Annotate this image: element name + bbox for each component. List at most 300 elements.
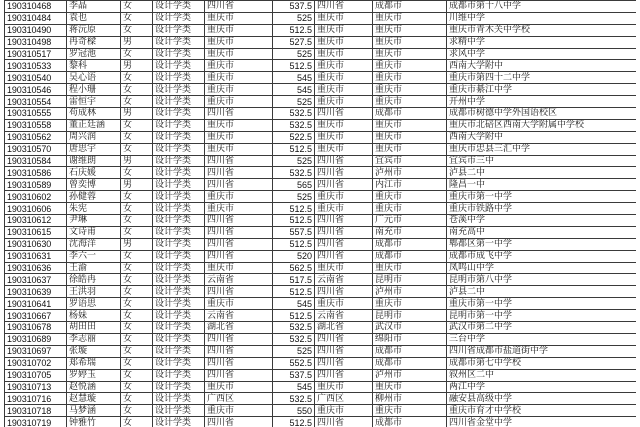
source-province-cell: 重庆市 bbox=[315, 143, 373, 155]
sex-cell: 女 bbox=[121, 405, 153, 417]
source-province-cell: 四川省 bbox=[315, 417, 373, 427]
score-cell: 512.5 bbox=[273, 417, 315, 427]
sex-cell: 女 bbox=[121, 48, 153, 60]
student-id-cell: 190310555 bbox=[5, 108, 67, 120]
table-row bbox=[5, 298, 637, 310]
school-cell: 三台中学 bbox=[447, 333, 637, 345]
score-cell: 532.5 bbox=[273, 119, 315, 131]
score-cell: 565 bbox=[273, 179, 315, 191]
name-cell: 苟成林 bbox=[67, 108, 121, 120]
table-row bbox=[5, 369, 637, 381]
score-cell: 512.5 bbox=[273, 238, 315, 250]
school-cell: 成都市第七中学校 bbox=[447, 357, 637, 369]
province-cell: 四川省 bbox=[205, 226, 273, 238]
score-cell: 537.5 bbox=[273, 369, 315, 381]
sex-cell: 女 bbox=[121, 369, 153, 381]
category-cell: 设计学类 bbox=[153, 405, 205, 417]
city-cell: 重庆市 bbox=[373, 12, 447, 24]
school-cell: 苍溪中学 bbox=[447, 215, 637, 227]
source-province-cell: 四川省 bbox=[315, 345, 373, 357]
sex-cell: 女 bbox=[121, 96, 153, 108]
student-id-cell: 190310517 bbox=[5, 48, 67, 60]
category-cell: 设计学类 bbox=[153, 131, 205, 143]
source-province-cell: 重庆市 bbox=[315, 60, 373, 72]
sex-cell: 女 bbox=[121, 286, 153, 298]
category-cell: 设计学类 bbox=[153, 250, 205, 262]
sex-cell: 女 bbox=[121, 167, 153, 179]
source-province-cell: 四川省 bbox=[315, 1, 373, 13]
source-province-cell: 四川省 bbox=[315, 215, 373, 227]
score-cell: 525 bbox=[273, 345, 315, 357]
source-province-cell: 四川省 bbox=[315, 167, 373, 179]
sex-cell: 女 bbox=[121, 131, 153, 143]
source-province-cell: 重庆市 bbox=[315, 84, 373, 96]
name-cell: 程小珊 bbox=[67, 84, 121, 96]
score-cell: 532.5 bbox=[273, 108, 315, 120]
student-id-cell: 190310636 bbox=[5, 262, 67, 274]
city-cell: 宜宾市 bbox=[373, 155, 447, 167]
name-cell: 张璇 bbox=[67, 345, 121, 357]
score-cell: 525 bbox=[273, 48, 315, 60]
city-cell: 重庆市 bbox=[373, 143, 447, 155]
province-cell: 四川省 bbox=[205, 179, 273, 191]
province-cell: 云南省 bbox=[205, 274, 273, 286]
source-province-cell: 重庆市 bbox=[315, 36, 373, 48]
city-cell: 成都市 bbox=[373, 250, 447, 262]
category-cell: 设计学类 bbox=[153, 322, 205, 334]
score-cell: 520 bbox=[273, 250, 315, 262]
admission-list-sheet bbox=[4, 0, 636, 427]
city-cell: 成都市 bbox=[373, 345, 447, 357]
province-cell: 四川省 bbox=[205, 417, 273, 427]
score-cell: 512.5 bbox=[273, 286, 315, 298]
province-cell: 四川省 bbox=[205, 155, 273, 167]
school-cell: 四川省成都市盐道街中学 bbox=[447, 345, 637, 357]
name-cell: 吴心语 bbox=[67, 72, 121, 84]
source-province-cell: 四川省 bbox=[315, 333, 373, 345]
sex-cell: 女 bbox=[121, 333, 153, 345]
table-row bbox=[5, 12, 637, 24]
table-row bbox=[5, 381, 637, 393]
category-cell: 设计学类 bbox=[153, 84, 205, 96]
score-cell: 537.5 bbox=[273, 1, 315, 13]
province-cell: 重庆市 bbox=[205, 84, 273, 96]
admission-table bbox=[4, 0, 636, 427]
name-cell: 杨妹 bbox=[67, 310, 121, 322]
student-id-cell: 190310562 bbox=[5, 131, 67, 143]
score-cell: 552.5 bbox=[273, 357, 315, 369]
province-cell: 重庆市 bbox=[205, 405, 273, 417]
student-id-cell: 190310631 bbox=[5, 250, 67, 262]
source-province-cell: 四川省 bbox=[315, 369, 373, 381]
category-cell: 设计学类 bbox=[153, 262, 205, 274]
province-cell: 重庆市 bbox=[205, 36, 273, 48]
city-cell: 重庆市 bbox=[373, 24, 447, 36]
table-row bbox=[5, 322, 637, 334]
sex-cell: 女 bbox=[121, 191, 153, 203]
source-province-cell: 四川省 bbox=[315, 238, 373, 250]
table-row bbox=[5, 345, 637, 357]
student-id-cell: 190310554 bbox=[5, 96, 67, 108]
sex-cell: 女 bbox=[121, 215, 153, 227]
city-cell: 内江市 bbox=[373, 179, 447, 191]
sex-cell: 女 bbox=[121, 357, 153, 369]
name-cell: 罗语思 bbox=[67, 298, 121, 310]
student-id-cell: 190310586 bbox=[5, 167, 67, 179]
student-id-cell: 190310718 bbox=[5, 405, 67, 417]
province-cell: 重庆市 bbox=[205, 96, 273, 108]
name-cell: 袁也 bbox=[67, 12, 121, 24]
province-cell: 广西区 bbox=[205, 393, 273, 405]
name-cell: 蒋沅原 bbox=[67, 24, 121, 36]
score-cell: 512.5 bbox=[273, 215, 315, 227]
source-province-cell: 重庆市 bbox=[315, 12, 373, 24]
name-cell: 曾奕博 bbox=[67, 179, 121, 191]
student-id-cell: 190310639 bbox=[5, 286, 67, 298]
source-province-cell: 广西区 bbox=[315, 393, 373, 405]
source-province-cell: 重庆市 bbox=[315, 48, 373, 60]
source-province-cell: 重庆市 bbox=[315, 203, 373, 215]
name-cell: 董正廷涵 bbox=[67, 119, 121, 131]
sex-cell: 女 bbox=[121, 381, 153, 393]
province-cell: 重庆市 bbox=[205, 143, 273, 155]
province-cell: 重庆市 bbox=[205, 119, 273, 131]
score-cell: 532.5 bbox=[273, 393, 315, 405]
name-cell: 马梦涵 bbox=[67, 405, 121, 417]
province-cell: 重庆市 bbox=[205, 24, 273, 36]
name-cell: 孙健蓉 bbox=[67, 191, 121, 203]
school-cell: 重庆市青木关中学校 bbox=[447, 24, 637, 36]
province-cell: 重庆市 bbox=[205, 72, 273, 84]
student-id-cell: 190310612 bbox=[5, 215, 67, 227]
student-id-cell: 190310606 bbox=[5, 203, 67, 215]
sex-cell: 女 bbox=[121, 322, 153, 334]
sex-cell: 男 bbox=[121, 238, 153, 250]
source-province-cell: 云南省 bbox=[315, 274, 373, 286]
province-cell: 四川省 bbox=[205, 369, 273, 381]
table-row bbox=[5, 250, 637, 262]
table-row bbox=[5, 405, 637, 417]
name-cell: 李志丽 bbox=[67, 333, 121, 345]
source-province-cell: 重庆市 bbox=[315, 262, 373, 274]
province-cell: 四川省 bbox=[205, 215, 273, 227]
sex-cell: 男 bbox=[121, 60, 153, 72]
source-province-cell: 四川省 bbox=[315, 226, 373, 238]
table-row bbox=[5, 143, 637, 155]
student-id-cell: 190310570 bbox=[5, 143, 67, 155]
name-cell: 王渝 bbox=[67, 262, 121, 274]
category-cell: 设计学类 bbox=[153, 310, 205, 322]
source-province-cell: 重庆市 bbox=[315, 298, 373, 310]
student-id-cell: 190310678 bbox=[5, 322, 67, 334]
name-cell: 胡田田 bbox=[67, 322, 121, 334]
province-cell: 重庆市 bbox=[205, 12, 273, 24]
city-cell: 重庆市 bbox=[373, 119, 447, 131]
sex-cell: 女 bbox=[121, 310, 153, 322]
score-cell: 532.5 bbox=[273, 333, 315, 345]
city-cell: 广元市 bbox=[373, 215, 447, 227]
table-row bbox=[5, 131, 637, 143]
score-cell: 562.5 bbox=[273, 262, 315, 274]
table-row bbox=[5, 357, 637, 369]
category-cell: 设计学类 bbox=[153, 60, 205, 72]
province-cell: 云南省 bbox=[205, 310, 273, 322]
student-id-cell: 190310484 bbox=[5, 12, 67, 24]
sex-cell: 女 bbox=[121, 203, 153, 215]
table-row bbox=[5, 333, 637, 345]
school-cell: 昆明市第一中学 bbox=[447, 310, 637, 322]
city-cell: 绵阳市 bbox=[373, 333, 447, 345]
category-cell: 设计学类 bbox=[153, 191, 205, 203]
school-cell: 郫都区第一中学 bbox=[447, 238, 637, 250]
category-cell: 设计学类 bbox=[153, 226, 205, 238]
table-row bbox=[5, 155, 637, 167]
source-province-cell: 重庆市 bbox=[315, 131, 373, 143]
score-cell: 525 bbox=[273, 96, 315, 108]
category-cell: 设计学类 bbox=[153, 417, 205, 427]
category-cell: 设计学类 bbox=[153, 286, 205, 298]
score-cell: 545 bbox=[273, 381, 315, 393]
source-province-cell: 四川省 bbox=[315, 108, 373, 120]
sex-cell: 女 bbox=[121, 393, 153, 405]
name-cell: 石庆媛 bbox=[67, 167, 121, 179]
province-cell: 四川省 bbox=[205, 167, 273, 179]
score-cell: 525 bbox=[273, 191, 315, 203]
category-cell: 设计学类 bbox=[153, 215, 205, 227]
category-cell: 设计学类 bbox=[153, 36, 205, 48]
city-cell: 重庆市 bbox=[373, 203, 447, 215]
table-row bbox=[5, 60, 637, 72]
source-province-cell: 湖北省 bbox=[315, 322, 373, 334]
table-row bbox=[5, 1, 637, 13]
score-cell: 545 bbox=[273, 84, 315, 96]
city-cell: 南充市 bbox=[373, 226, 447, 238]
source-province-cell: 四川省 bbox=[315, 155, 373, 167]
name-cell: 沈海洋 bbox=[67, 238, 121, 250]
source-province-cell: 重庆市 bbox=[315, 405, 373, 417]
sex-cell: 女 bbox=[121, 262, 153, 274]
student-id-cell: 190310702 bbox=[5, 357, 67, 369]
school-cell: 重庆市育才中学校 bbox=[447, 405, 637, 417]
school-cell: 重庆市綦江中学 bbox=[447, 84, 637, 96]
province-cell: 重庆市 bbox=[205, 203, 273, 215]
province-cell: 重庆市 bbox=[205, 381, 273, 393]
student-id-cell: 190310602 bbox=[5, 191, 67, 203]
name-cell: 钟雅竹 bbox=[67, 417, 121, 427]
school-cell: 开州中学 bbox=[447, 96, 637, 108]
score-cell: 512.5 bbox=[273, 310, 315, 322]
score-cell: 512.5 bbox=[273, 24, 315, 36]
table-row bbox=[5, 36, 637, 48]
school-cell: 西南大学附中 bbox=[447, 131, 637, 143]
sex-cell: 女 bbox=[121, 274, 153, 286]
province-cell: 四川省 bbox=[205, 1, 273, 13]
school-cell: 融安县高级中学 bbox=[447, 393, 637, 405]
city-cell: 成都市 bbox=[373, 238, 447, 250]
score-cell: 557.5 bbox=[273, 226, 315, 238]
name-cell: 罗冠池 bbox=[67, 48, 121, 60]
table-row bbox=[5, 274, 637, 286]
school-cell: 重庆市第四十二中学 bbox=[447, 72, 637, 84]
city-cell: 重庆市 bbox=[373, 381, 447, 393]
city-cell: 成都市 bbox=[373, 417, 447, 427]
name-cell: 黎科 bbox=[67, 60, 121, 72]
city-cell: 重庆市 bbox=[373, 36, 447, 48]
category-cell: 设计学类 bbox=[153, 298, 205, 310]
student-id-cell: 190310558 bbox=[5, 119, 67, 131]
score-cell: 512.5 bbox=[273, 143, 315, 155]
student-id-cell: 190310533 bbox=[5, 60, 67, 72]
category-cell: 设计学类 bbox=[153, 12, 205, 24]
sex-cell: 女 bbox=[121, 345, 153, 357]
category-cell: 设计学类 bbox=[153, 72, 205, 84]
province-cell: 四川省 bbox=[205, 238, 273, 250]
city-cell: 成都市 bbox=[373, 108, 447, 120]
name-cell: 罗婷玉 bbox=[67, 369, 121, 381]
table-row bbox=[5, 167, 637, 179]
city-cell: 昆明市 bbox=[373, 274, 447, 286]
student-id-cell: 190310584 bbox=[5, 155, 67, 167]
province-cell: 重庆市 bbox=[205, 131, 273, 143]
table-row bbox=[5, 286, 637, 298]
school-cell: 重庆市铁路中学 bbox=[447, 203, 637, 215]
sex-cell: 女 bbox=[121, 250, 153, 262]
name-cell: 赵悦涵 bbox=[67, 381, 121, 393]
source-province-cell: 四川省 bbox=[315, 357, 373, 369]
source-province-cell: 重庆市 bbox=[315, 72, 373, 84]
province-cell: 四川省 bbox=[205, 333, 273, 345]
student-id-cell: 190310713 bbox=[5, 381, 67, 393]
school-cell: 重庆市忠县三汇中学 bbox=[447, 143, 637, 155]
school-cell: 两江中学 bbox=[447, 381, 637, 393]
student-id-cell: 190310667 bbox=[5, 310, 67, 322]
school-cell: 叙州区二中 bbox=[447, 369, 637, 381]
school-cell: 隆昌一中 bbox=[447, 179, 637, 191]
sex-cell: 男 bbox=[121, 36, 153, 48]
sex-cell: 女 bbox=[121, 12, 153, 24]
table-row bbox=[5, 119, 637, 131]
name-cell: 谢维朗 bbox=[67, 155, 121, 167]
province-cell: 四川省 bbox=[205, 286, 273, 298]
city-cell: 泸州市 bbox=[373, 369, 447, 381]
sex-cell: 女 bbox=[121, 1, 153, 13]
name-cell: 唐思宇 bbox=[67, 143, 121, 155]
city-cell: 重庆市 bbox=[373, 262, 447, 274]
city-cell: 重庆市 bbox=[373, 191, 447, 203]
student-id-cell: 190310637 bbox=[5, 274, 67, 286]
table-row bbox=[5, 96, 637, 108]
city-cell: 重庆市 bbox=[373, 72, 447, 84]
student-id-cell: 190310705 bbox=[5, 369, 67, 381]
province-cell: 四川省 bbox=[205, 108, 273, 120]
student-id-cell: 190310490 bbox=[5, 24, 67, 36]
table-row bbox=[5, 48, 637, 60]
sex-cell: 女 bbox=[121, 298, 153, 310]
category-cell: 设计学类 bbox=[153, 345, 205, 357]
school-cell: 重庆市第一中学 bbox=[447, 191, 637, 203]
name-cell: 赵慧璇 bbox=[67, 393, 121, 405]
table-row bbox=[5, 310, 637, 322]
student-id-cell: 190310546 bbox=[5, 84, 67, 96]
city-cell: 昆明市 bbox=[373, 310, 447, 322]
category-cell: 设计学类 bbox=[153, 333, 205, 345]
student-id-cell: 190310589 bbox=[5, 179, 67, 191]
school-cell: 成都市树德中学外国语校区 bbox=[447, 108, 637, 120]
student-id-cell: 190310540 bbox=[5, 72, 67, 84]
category-cell: 设计学类 bbox=[153, 143, 205, 155]
category-cell: 设计学类 bbox=[153, 179, 205, 191]
score-cell: 512.5 bbox=[273, 60, 315, 72]
source-province-cell: 重庆市 bbox=[315, 191, 373, 203]
sex-cell: 女 bbox=[121, 72, 153, 84]
source-province-cell: 四川省 bbox=[315, 286, 373, 298]
city-cell: 重庆市 bbox=[373, 298, 447, 310]
city-cell: 柳州市 bbox=[373, 393, 447, 405]
city-cell: 重庆市 bbox=[373, 48, 447, 60]
student-id-cell: 190310498 bbox=[5, 36, 67, 48]
table-row bbox=[5, 226, 637, 238]
score-cell: 527.5 bbox=[273, 36, 315, 48]
score-cell: 545 bbox=[273, 298, 315, 310]
province-cell: 四川省 bbox=[205, 357, 273, 369]
category-cell: 设计学类 bbox=[153, 108, 205, 120]
score-cell: 512.5 bbox=[273, 203, 315, 215]
source-province-cell: 重庆市 bbox=[315, 381, 373, 393]
province-cell: 重庆市 bbox=[205, 191, 273, 203]
school-cell: 四川省金堂中学 bbox=[447, 417, 637, 427]
sex-cell: 女 bbox=[121, 84, 153, 96]
table-row bbox=[5, 179, 637, 191]
score-cell: 525 bbox=[273, 155, 315, 167]
student-id-cell: 190310641 bbox=[5, 298, 67, 310]
student-id-cell: 190310716 bbox=[5, 393, 67, 405]
source-province-cell: 重庆市 bbox=[315, 119, 373, 131]
score-cell: 532.5 bbox=[273, 322, 315, 334]
table-row bbox=[5, 238, 637, 250]
source-province-cell: 重庆市 bbox=[315, 96, 373, 108]
name-cell: 李晶 bbox=[67, 1, 121, 13]
category-cell: 设计学类 bbox=[153, 381, 205, 393]
student-id-cell: 190310468 bbox=[5, 1, 67, 13]
province-cell: 四川省 bbox=[205, 345, 273, 357]
table-row bbox=[5, 262, 637, 274]
student-id-cell: 190310630 bbox=[5, 238, 67, 250]
province-cell: 重庆市 bbox=[205, 298, 273, 310]
school-cell: 川维中学 bbox=[447, 12, 637, 24]
source-province-cell: 云南省 bbox=[315, 310, 373, 322]
province-cell: 湖北省 bbox=[205, 322, 273, 334]
province-cell: 重庆市 bbox=[205, 262, 273, 274]
category-cell: 设计学类 bbox=[153, 24, 205, 36]
category-cell: 设计学类 bbox=[153, 96, 205, 108]
sex-cell: 女 bbox=[121, 417, 153, 427]
school-cell: 求精中学 bbox=[447, 36, 637, 48]
score-cell: 525 bbox=[273, 12, 315, 24]
score-cell: 545 bbox=[273, 72, 315, 84]
school-cell: 重庆市第一中学 bbox=[447, 298, 637, 310]
school-cell: 南充高中 bbox=[447, 226, 637, 238]
score-cell: 522.5 bbox=[273, 131, 315, 143]
score-cell: 517.5 bbox=[273, 274, 315, 286]
category-cell: 设计学类 bbox=[153, 357, 205, 369]
category-cell: 设计学类 bbox=[153, 155, 205, 167]
name-cell: 李六一 bbox=[67, 250, 121, 262]
province-cell: 重庆市 bbox=[205, 60, 273, 72]
category-cell: 设计学类 bbox=[153, 369, 205, 381]
city-cell: 重庆市 bbox=[373, 96, 447, 108]
category-cell: 设计学类 bbox=[153, 1, 205, 13]
student-id-cell: 190310719 bbox=[5, 417, 67, 427]
